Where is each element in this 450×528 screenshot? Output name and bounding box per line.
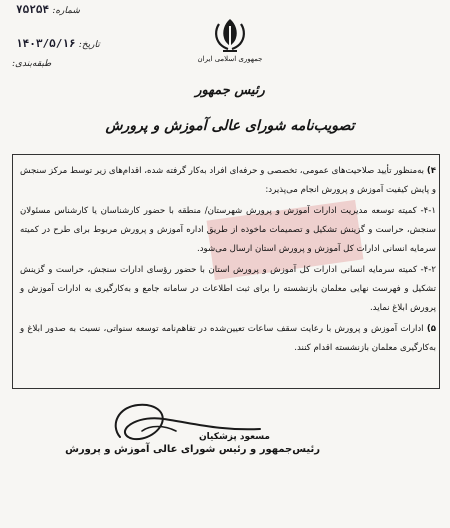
letter-number bbox=[12, 4, 80, 17]
country-name: جمهوری اسلامی ایران bbox=[197, 55, 263, 63]
date-value: ۱۴۰۳/۵/۱۶ bbox=[16, 37, 76, 50]
classification-label: طبقه‌بندی: bbox=[12, 59, 52, 69]
paragraph-5-text: ادارات آموزش و پرورش با رعایت سقف ساعات تعیین‌شده در تفاهم‌نامه توسعه سنواتی، نسبت به صدور ابلاغ و به‌کارگیری معلمان بازنشسته اقدام کنند. bbox=[20, 324, 436, 353]
paragraph-4-number: ۴) bbox=[426, 166, 436, 176]
letter-classification bbox=[12, 58, 51, 70]
paragraph-5-number: ۵) bbox=[426, 324, 436, 334]
number-value: ۷۵۲۵۴ bbox=[16, 3, 50, 16]
date-label: تاریخ: bbox=[78, 40, 100, 50]
paragraph-4-1: ۴-۱- کمیته توسعه مدیریت ادارات آموزش و پرورش شهرستان/ منطقه با حضور کارشناسان یا کارشناس مسئولان سنجش، حراست و گزینش تشکیل و تصمیمات ماخوذه از طریق اداره آموزش و پرورش مربوط برای طرح در کمیته سرمایه انسانی ادارات کل آموزش و پرورش استان ارسال می‌شود. bbox=[20, 206, 436, 254]
paragraph-4-2: ۴-۲- کمیته سرمایه انسانی ادارات کل آموزش و پرورش استان با حضور رؤسای ادارات سنجش، حراست و گزینش تشکیل و فهرست نهایی معلمان بازنشسته را برای ثبت اطلاعات در سامانه جامع و به‌کارگیری به ادارات آموزش و پرورش ابلاغ نماید. bbox=[20, 265, 436, 313]
signer-name: مسعود پزشکیان bbox=[198, 432, 270, 442]
document-title: تصویب‌نامه شورای عالی آموزش و پرورش bbox=[105, 118, 355, 134]
iran-emblem-icon bbox=[210, 16, 250, 54]
document-body bbox=[20, 162, 436, 360]
signer-title: رئیس‌جمهور و رئیس شورای عالی آموزش و پرورش bbox=[65, 444, 320, 455]
number-label: شماره: bbox=[52, 6, 80, 16]
letter-date bbox=[12, 38, 100, 51]
paragraph-4 bbox=[20, 162, 436, 200]
paragraph-5 bbox=[20, 320, 436, 358]
paragraph-4-text: به‌منظور تأیید صلاحیت‌های عمومی، تخصصی و حرفه‌ای افراد به‌کار گرفته شده، اقدام‌های زیر توسط مرکز سنجش و پایش کیفیت آموزش و پرورش انجام می‌پذیرد: bbox=[20, 166, 436, 195]
office-heading: رئیس جمهور bbox=[195, 83, 265, 98]
